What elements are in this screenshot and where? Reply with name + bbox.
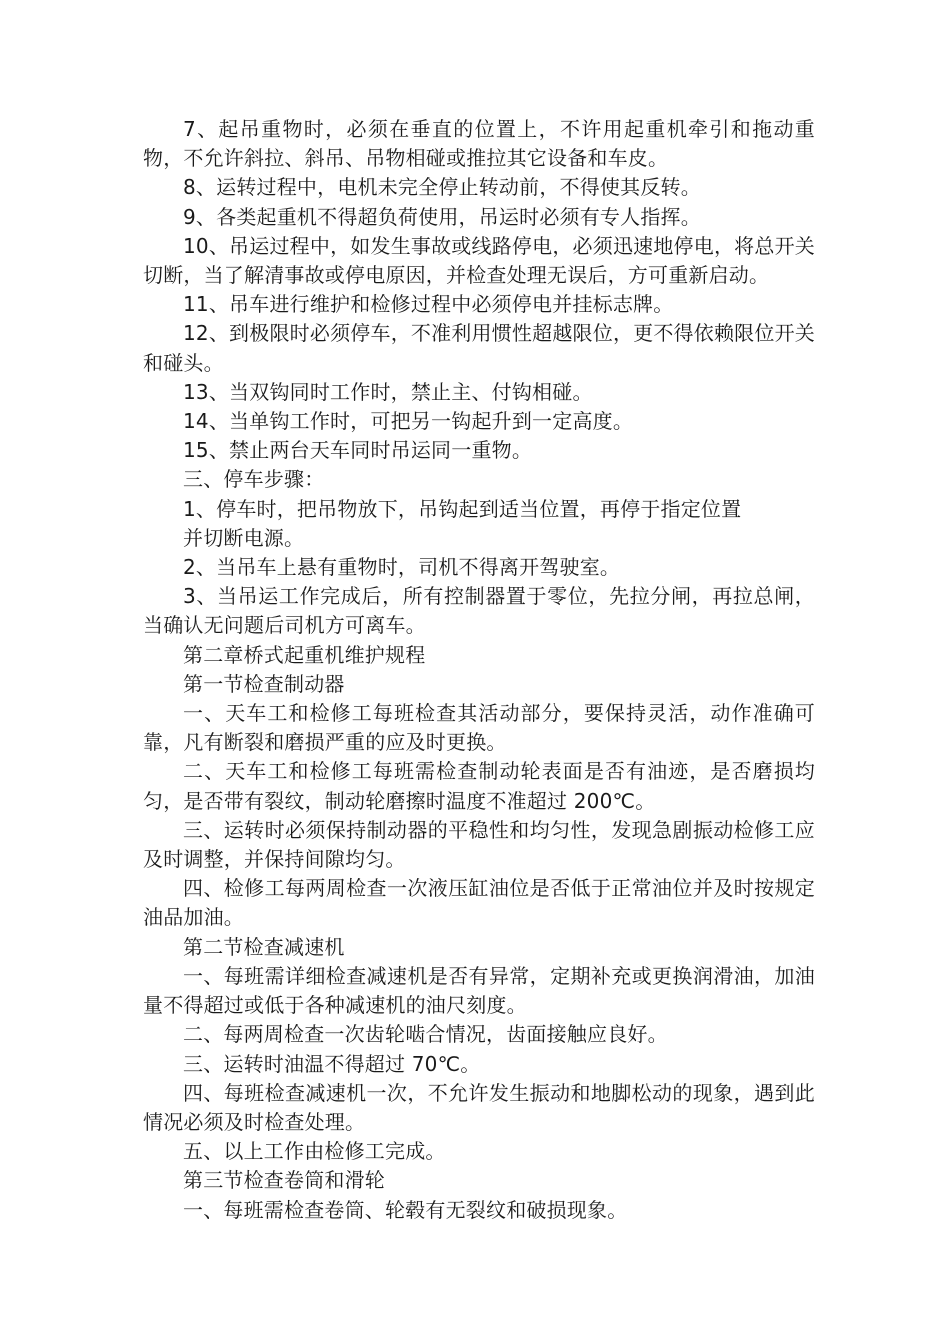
paragraph: 一、天车工和检修工每班检查其活动部分，要保持灵活，动作准确可靠，凡有断裂和磨损严重的应及时更换。 bbox=[143, 701, 815, 755]
paragraph: 五、以上工作由检修工完成。 bbox=[183, 1139, 446, 1164]
paragraph: 二、每两周检查一次齿轮啮合情况，齿面接触应良好。 bbox=[183, 1022, 668, 1047]
paragraph: 三、运转时油温不得超过 70℃。 bbox=[183, 1051, 481, 1076]
paragraph: 13、当双钩同时工作时，禁止主、付钩相碰。 bbox=[183, 379, 593, 404]
paragraph: 11、吊车进行维护和检修过程中必须停电并挂标志牌。 bbox=[183, 292, 674, 317]
paragraph: 四、每班检查减速机一次，不允许发生振动和地脚松动的现象，遇到此情况必须及时检查处理。 bbox=[143, 1080, 815, 1134]
paragraph: 14、当单钩工作时，可把另一钩起升到一定高度。 bbox=[183, 409, 634, 434]
paragraph: 10、吊运过程中，如发生事故或线路停电，必须迅速地停电，将总开关切断，当了解清事故或停电原因，并检查处理无误后，方可重新启动。 bbox=[143, 233, 815, 288]
paragraph: 12、到极限时必须停车，不准利用惯性超越限位，更不得依赖限位开关和碰头。 bbox=[143, 321, 815, 375]
document-body bbox=[143, 115, 815, 1225]
paragraph: 9、各类起重机不得超负荷使用，吊运时必须有专人指挥。 bbox=[183, 204, 701, 229]
paragraph: 三、运转时必须保持制动器的平稳性和均匀性，发现急剧振动检修工应及时调整，并保持间隙均匀。 bbox=[143, 817, 815, 872]
section-heading: 三、停车步骤： bbox=[183, 467, 325, 492]
section-heading: 第二节检查减速机 bbox=[183, 934, 345, 959]
paragraph: 3、当吊运工作完成后，所有控制器置于零位，先拉分闸，再拉总闸，当确认无问题后司机方可离车。 bbox=[143, 584, 815, 638]
paragraph: 一、每班需检查卷筒、轮毂有无裂纹和破损现象。 bbox=[183, 1197, 628, 1222]
section-heading: 第三节检查卷筒和滑轮 bbox=[183, 1168, 385, 1193]
paragraph: 二、天车工和检修工每班需检查制动轮表面是否有油迹，是否磨损均匀，是否带有裂纹，制动轮磨擦时温度不准超过 200℃。 bbox=[143, 759, 815, 813]
paragraph: 并切断电源。 bbox=[183, 525, 305, 550]
section-heading: 第一节检查制动器 bbox=[183, 671, 345, 696]
paragraph: 7、起吊重物时，必须在垂直的位置上，不许用起重机牵引和拖动重物，不允许斜拉、斜吊、吊物相碰或推拉其它设备和车皮。 bbox=[143, 117, 815, 171]
paragraph: 四、检修工每两周检查一次液压缸油位是否低于正常油位并及时按规定油品加油。 bbox=[143, 876, 815, 930]
paragraph: 2、当吊车上悬有重物时，司机不得离开驾驶室。 bbox=[183, 555, 621, 580]
paragraph: 8、运转过程中，电机未完全停止转动前，不得使其反转。 bbox=[183, 175, 701, 200]
paragraph: 一、每班需详细检查减速机是否有异常，定期补充或更换润滑油，加油量不得超过或低于各种减速机的油尺刻度。 bbox=[143, 963, 815, 1018]
paragraph: 1、停车时，把吊物放下，吊钩起到适当位置，再停于指定位置 bbox=[183, 496, 742, 521]
paragraph: 15、禁止两台天车同时吊运同一重物。 bbox=[183, 438, 533, 463]
chapter-heading: 第二章桥式起重机维护规程 bbox=[183, 642, 426, 667]
